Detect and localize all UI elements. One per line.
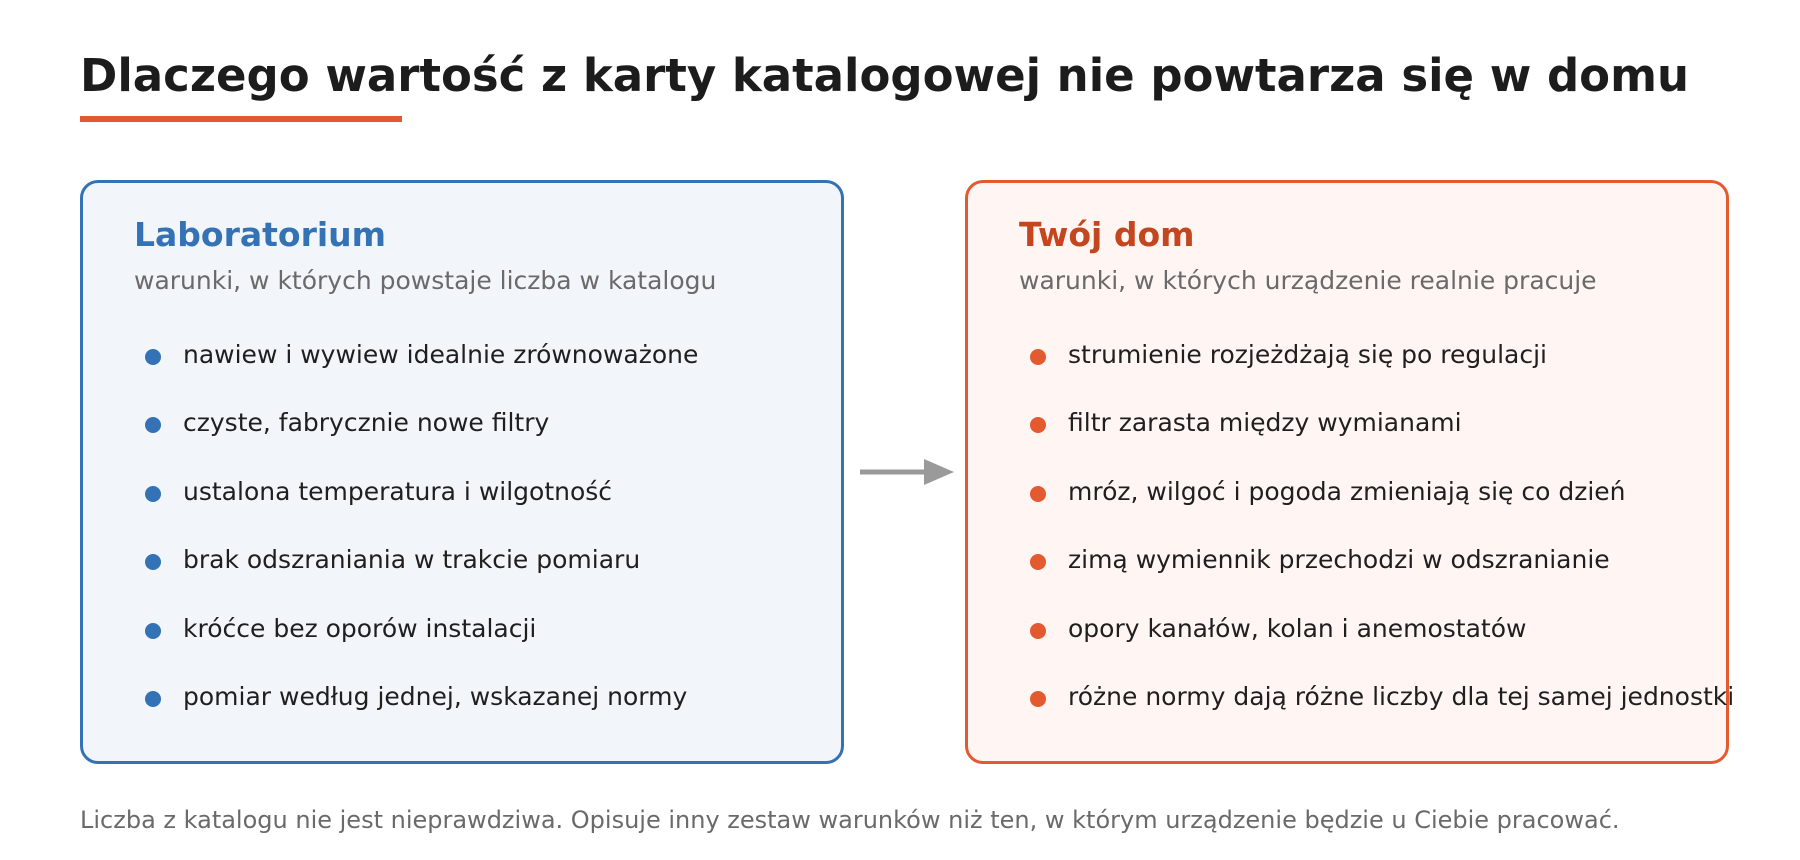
bullet-dot-icon — [1030, 349, 1046, 365]
bullet-dot-icon — [1030, 486, 1046, 502]
bullet-dot-icon — [145, 554, 161, 570]
bullet-dot-icon — [145, 349, 161, 365]
home-condition-text: różne normy dają różne liczby dla tej samej jednostki — [1068, 681, 1735, 711]
lab-condition-text: czyste, fabrycznie nowe filtry — [183, 408, 550, 438]
bullet-dot-icon — [145, 623, 161, 639]
lab-condition-text: nawiew i wywiew idealnie zrównoważone — [183, 340, 699, 369]
bullet-dot-icon — [1030, 623, 1046, 639]
bullet-dot-icon — [1030, 417, 1046, 433]
home-panel — [965, 180, 1735, 764]
bullet-dot-icon — [145, 417, 161, 433]
home-condition-text: opory kanałów, kolan i anemostatów — [1068, 613, 1527, 643]
title-underline — [80, 116, 402, 122]
bullet-dot-icon — [1030, 691, 1046, 707]
lab-condition-text: ustalona temperatura i wilgotność — [183, 476, 613, 506]
page-title: Dlaczego wartość z karty katalogowej nie powtarza się w domu — [80, 49, 1690, 102]
lab-subheading: warunki, w których powstaje liczba w katalogu — [134, 266, 717, 295]
lab-condition-text: brak odszraniania w trakcie pomiaru — [183, 545, 641, 575]
footnote: Liczba z katalogu nie jest nieprawdziwa. Opisuje inny zestaw warunków niż ten, w którym urządzenie będzie u Ciebie pracować. — [80, 806, 1620, 834]
home-condition-text: mróz, wilgoć i pogoda zmieniają się co dzień — [1068, 476, 1626, 506]
arrow-right-icon — [858, 452, 956, 492]
home-condition-text: zimą wymiennik przechodzi w odszranianie — [1068, 545, 1610, 575]
lab-heading: Laboratorium — [134, 215, 387, 254]
home-heading: Twój dom — [1019, 215, 1195, 254]
bullet-dot-icon — [1030, 554, 1046, 570]
lab-condition-text: króćce bez oporów instalacji — [183, 613, 537, 643]
bullet-dot-icon — [145, 691, 161, 707]
home-condition-text: filtr zarasta między wymianami — [1068, 408, 1462, 438]
lab-condition-text: pomiar według jednej, wskazanej normy — [183, 681, 688, 711]
bullet-dot-icon — [145, 486, 161, 502]
lab-panel — [80, 180, 844, 764]
arrow-head — [924, 459, 954, 485]
home-subheading: warunki, w których urządzenie realnie pracuje — [1019, 266, 1597, 295]
home-condition-text: strumienie rozjeżdżają się po regulacji — [1068, 340, 1548, 369]
